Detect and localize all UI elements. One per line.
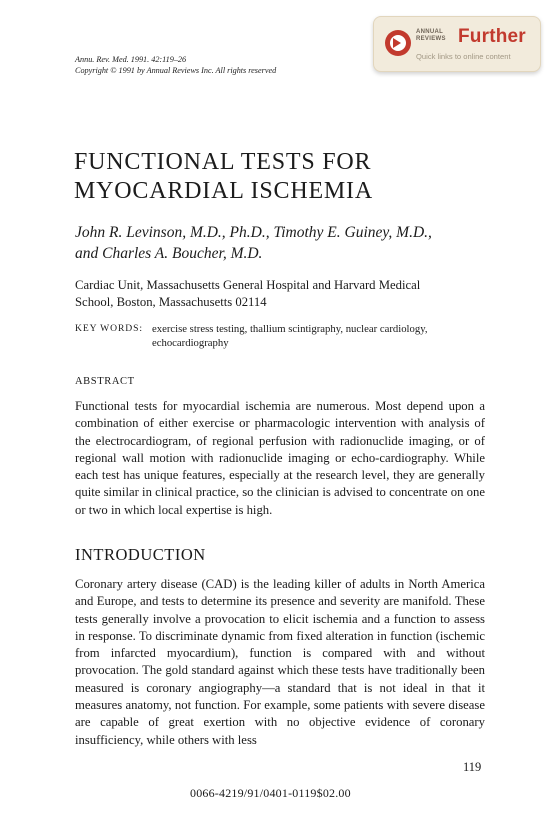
introduction-heading: INTRODUCTION bbox=[75, 545, 206, 564]
play-arrow-icon bbox=[393, 38, 401, 48]
keywords-line-2: echocardiography bbox=[152, 337, 229, 349]
author-list bbox=[75, 222, 432, 264]
article-code: 0066-4219/91/0401-0119$02.00 bbox=[190, 786, 351, 800]
keywords-list bbox=[152, 322, 497, 350]
article-title bbox=[74, 148, 373, 206]
title-line-2: MYOCARDIAL ISCHEMIA bbox=[74, 178, 373, 204]
affiliation bbox=[75, 277, 495, 310]
abstract-heading: ABSTRACT bbox=[75, 376, 135, 387]
annual-reviews-logo-icon bbox=[385, 30, 411, 56]
banner-brand-line1: ANNUAL bbox=[416, 29, 444, 35]
page-number: 119 bbox=[463, 760, 482, 774]
introduction-text: Coronary artery disease (CAD) is the leading killer of adults in North America and Europe, and tests to determine its presence and severity are manifold. These tests generally involve a provocation to elicit ischemia and a function to assess in response. To discriminate dynamic from fixed alteration in function (ischemic from infarcted myocardium), function is compared with and without provocation. The gold standard against which these tests have traditionally been measured is coronary angiography—a standard that is not ideal in that it measures anatomy, not function. For example, some patients with severe disease are capable of great exertion with no objective evidence of coronary insufficiency, while others with less bbox=[75, 577, 485, 747]
abstract-text: Functional tests for myocardial ischemia are numerous. Most depend upon a combination of either exercise or pharmacologic intervention with analysis of the electrocardiogram, of regional perfusion with radionuclide imaging, or of regional wall motion with radionuclide imaging or echo-cardiography. While each test has unique features, especially at the research level, they are generally quite similar in clinical practice, so the clinician is advised to concentrate on one or two in which local expertise is high. bbox=[75, 399, 485, 517]
keywords-line-1: exercise stress testing, thallium scintigraphy, nuclear cardiology, bbox=[152, 323, 428, 335]
affiliation-line-1: Cardiac Unit, Massachusetts General Hospital and Harvard Medical bbox=[75, 278, 421, 292]
authors-line-1: John R. Levinson, M.D., Ph.D., Timothy E. Guiney, M.D., bbox=[75, 224, 432, 241]
banner-brand bbox=[416, 29, 446, 43]
banner-brand-line2: REVIEWS bbox=[416, 36, 446, 42]
affiliation-line-2: School, Boston, Massachusetts 02114 bbox=[75, 294, 267, 309]
journal-citation: Annu. Rev. Med. 1991. 42:119–26 bbox=[75, 55, 187, 64]
keywords-label: KEY WORDS: bbox=[75, 323, 143, 334]
banner-subtitle-link[interactable]: Quick links to online content bbox=[416, 52, 511, 61]
authors-line-2: and Charles A. Boucher, M.D. bbox=[75, 245, 263, 262]
further-banner[interactable] bbox=[373, 16, 541, 72]
copyright-notice: Copyright © 1991 by Annual Reviews Inc. All rights reserved bbox=[75, 66, 277, 76]
banner-title: Further bbox=[458, 26, 526, 47]
journal-reference bbox=[75, 54, 276, 76]
title-line-1: FUNCTIONAL TESTS FOR bbox=[74, 149, 372, 175]
